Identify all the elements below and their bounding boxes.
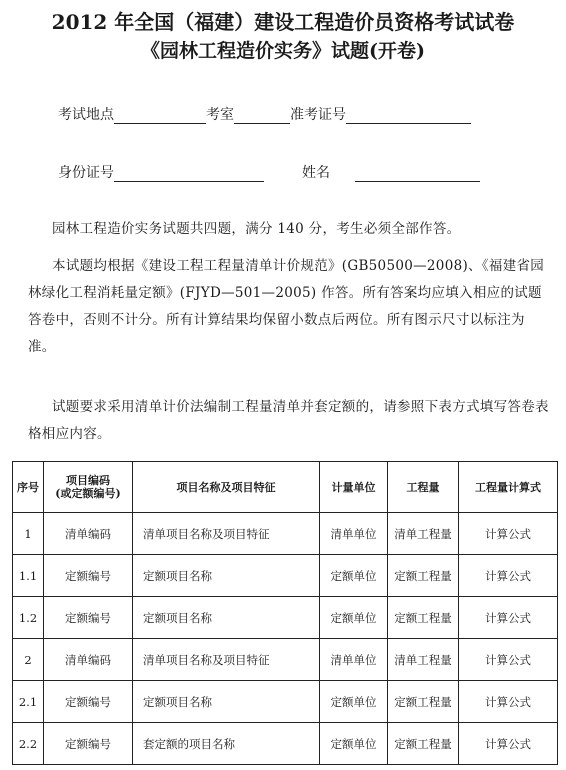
table-cell: 2.1 bbox=[13, 681, 44, 723]
exam-location-blank[interactable] bbox=[114, 109, 206, 124]
table-cell: 计算公式 bbox=[459, 555, 558, 597]
table-cell: 2 bbox=[13, 639, 44, 681]
table-cell: 计算公式 bbox=[459, 639, 558, 681]
table-cell: 计算公式 bbox=[459, 597, 558, 639]
table-row bbox=[13, 681, 558, 723]
answer-format-table bbox=[12, 461, 558, 765]
table-cell: 定额编号 bbox=[44, 681, 133, 723]
instruction-paragraph-2: 本试题均根据《建设工程工程量清单计价规范》(GB50500—2008)、《福建省园林绿化工程消耗量定额》(FJYD—501—2005) 作答。所有答案均应填入相应的试题答卷中，否则不计分。所有计算结果均保留小数点后两位。所有图示尺寸以标注为准。 bbox=[28, 258, 545, 355]
header-cell: 工程量 bbox=[388, 462, 459, 513]
table-cell: 计算公式 bbox=[459, 723, 558, 765]
table-cell: 定额工程量 bbox=[388, 555, 459, 597]
field-row-1 bbox=[58, 104, 471, 124]
table-cell: 清单项目名称及项目特征 bbox=[133, 639, 320, 681]
table-cell: 定额编号 bbox=[44, 555, 133, 597]
table-cell: 定额工程量 bbox=[388, 597, 459, 639]
name-blank[interactable] bbox=[355, 167, 480, 182]
table-cell: 套定额的项目名称 bbox=[133, 723, 320, 765]
header-cell: 计量单位 bbox=[320, 462, 388, 513]
exam-room-blank[interactable] bbox=[234, 109, 290, 124]
table-cell: 1.1 bbox=[13, 555, 44, 597]
field-row-2 bbox=[58, 162, 480, 182]
exam-room-label: 考室 bbox=[206, 107, 234, 123]
table-cell: 定额单位 bbox=[320, 597, 388, 639]
table-cell: 2.2 bbox=[13, 723, 44, 765]
exam-title-line1: 2012 年全国（福建）建设工程造价员资格考试试卷 bbox=[51, 10, 515, 34]
instruction-paragraph-3: 试题要求采用清单计价法编制工程量清单并套定额的，请参照下表方式填写答卷表格相应内容。 bbox=[28, 399, 549, 442]
ticket-no-label: 准考证号 bbox=[290, 107, 346, 123]
table-row bbox=[13, 597, 558, 639]
table-cell: 计算公式 bbox=[459, 681, 558, 723]
table-cell: 定额工程量 bbox=[388, 681, 459, 723]
table-cell: 计算公式 bbox=[459, 513, 558, 555]
exam-title-line2: 《园林工程造价实务》试题(开卷) bbox=[141, 40, 425, 62]
instruction-paragraph-1: 园林工程造价实务试题共四题，满分 140 分，考生必须全部作答。 bbox=[52, 221, 461, 237]
table-cell: 清单单位 bbox=[320, 513, 388, 555]
table-row bbox=[13, 723, 558, 765]
table-cell: 定额单位 bbox=[320, 681, 388, 723]
exam-location-label: 考试地点 bbox=[58, 107, 114, 123]
header-cell: 序号 bbox=[13, 462, 44, 513]
id-no-blank[interactable] bbox=[114, 167, 264, 182]
table-row bbox=[13, 639, 558, 681]
table-header-row bbox=[13, 462, 558, 513]
table-row bbox=[13, 513, 558, 555]
header-cell: 项目名称及项目特征 bbox=[133, 462, 320, 513]
table-cell: 定额单位 bbox=[320, 555, 388, 597]
table-cell: 1 bbox=[13, 513, 44, 555]
table-cell: 定额项目名称 bbox=[133, 681, 320, 723]
table-cell: 定额工程量 bbox=[388, 723, 459, 765]
id-no-label: 身份证号 bbox=[58, 165, 114, 181]
table-cell: 1.2 bbox=[13, 597, 44, 639]
table-cell: 清单工程量 bbox=[388, 639, 459, 681]
table-cell: 定额项目名称 bbox=[133, 597, 320, 639]
table-cell: 定额编号 bbox=[44, 597, 133, 639]
header-cell: 项目编码 (或定额编号) bbox=[44, 462, 133, 513]
table-cell: 定额编号 bbox=[44, 723, 133, 765]
table-cell: 清单项目名称及项目特征 bbox=[133, 513, 320, 555]
table-row bbox=[13, 555, 558, 597]
table-cell: 清单单位 bbox=[320, 639, 388, 681]
ticket-no-blank[interactable] bbox=[346, 109, 471, 124]
header-cell: 工程量计算式 bbox=[459, 462, 558, 513]
name-label: 姓名 bbox=[302, 165, 330, 181]
table-cell: 清单编码 bbox=[44, 639, 133, 681]
table-cell: 清单工程量 bbox=[388, 513, 459, 555]
table-cell: 定额单位 bbox=[320, 723, 388, 765]
table-cell: 定额项目名称 bbox=[133, 555, 320, 597]
table-cell: 清单编码 bbox=[44, 513, 133, 555]
